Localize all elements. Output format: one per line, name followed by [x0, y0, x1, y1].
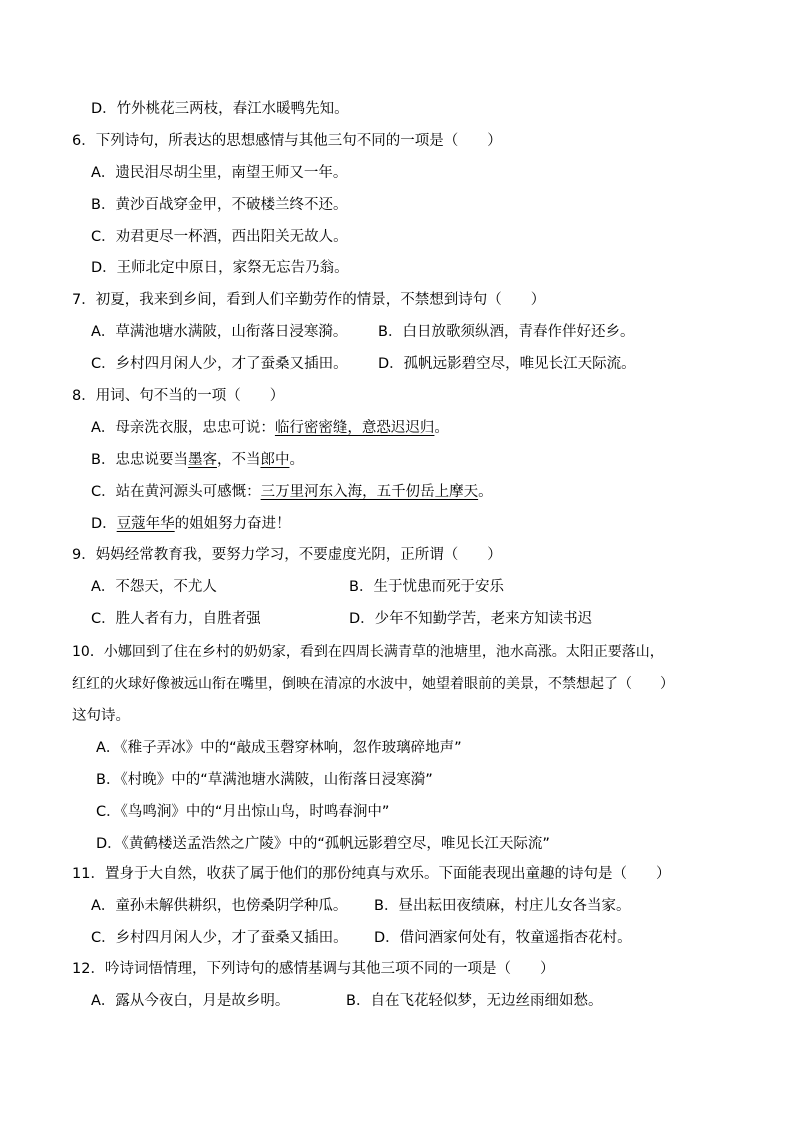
q12-option-b: B．自在飞花轻似梦，无边丝雨细如愁。	[346, 993, 603, 1009]
q11-stem: 11．置身于大自然，收获了属于他们的那份纯真与欢乐。下面能表现出童趣的诗句是（ ）	[72, 866, 671, 882]
q6-option-c: C．劝君更尽一杯酒，西出阳关无故人。	[91, 229, 348, 245]
q9-option-d: D．少年不知勤学苦，老来方知读书迟	[349, 611, 593, 627]
q9-option-b: B．生于忧患而死于安乐	[349, 579, 504, 595]
q7-option-a: A．草满池塘水满陂，山衔落日浸寒漪。	[91, 324, 348, 340]
q8-option-b-underlined-1: 墨客	[187, 452, 217, 468]
q11-option-b: B．昼出耘田夜绩麻，村庄儿女各当家。	[374, 898, 631, 914]
q8-stem: 8．用词、句不当的一项（ ）	[72, 388, 285, 404]
q7-option-d: D．孤帆远影碧空尽，唯见长江天际流。	[378, 356, 636, 372]
q7-stem: 7．初夏，我来到乡间，看到人们辛勤劳作的情景，不禁想到诗句（ ）	[72, 292, 546, 308]
q8-option-b	[91, 450, 304, 470]
q8-option-b-end: 。	[289, 452, 304, 468]
q9-stem: 9．妈妈经常教育我，要努力学习，不要虚度光阴，正所谓（ ）	[72, 547, 502, 563]
q8-option-c	[91, 482, 493, 502]
q5-option-d: D．竹外桃花三两枝，春江水暖鸭先知。	[91, 101, 349, 117]
q8-option-a-end: 。	[434, 420, 449, 436]
q8-option-a	[91, 418, 449, 438]
q8-option-d-underlined: 豆蔻年华	[116, 516, 175, 532]
q8-option-a-underlined: 临行密密缝，意恐迟迟归	[274, 420, 435, 436]
q8-option-c-underlined: 三万里河东入海，五千仞岳上摩天	[260, 484, 479, 500]
q10-stem-line-1: 10．小娜回到了住在乡村的奶奶家，看到在四周长满青草的池塘里，池水高涨。太阳正要落山，	[72, 644, 664, 660]
q8-option-d	[91, 514, 291, 534]
q8-option-b-mid: ，不当	[216, 452, 261, 468]
q8-option-a-text: A．母亲洗衣服，忠忠可说：	[91, 420, 275, 436]
q10-option-c: C．《鸟鸣涧》中的“月出惊山鸟，时鸣春涧中”	[96, 804, 390, 820]
q7-option-c: C．乡村四月闲人少，才了蚕桑又插田。	[91, 356, 348, 372]
q8-option-c-text: C．站在黄河源头可感慨：	[91, 484, 261, 500]
q12-option-a: A．露从今夜白，月是故乡明。	[91, 993, 290, 1009]
q11-option-c: C．乡村四月闲人少，才了蚕桑又插田。	[91, 930, 348, 946]
q10-option-b: B．《村晚》中的“草满池塘水满陂，山衔落日浸寒漪”	[96, 772, 433, 788]
q7-option-b: B．白日放歌须纵酒，青春作伴好还乡。	[378, 324, 635, 340]
q10-stem-line-3: 这句诗。	[72, 708, 130, 724]
q10-stem-line-2: 红红的火球好像被远山衔在嘴里，倒映在清凉的水波中，她望着眼前的美景，不禁想起了（ ）	[72, 676, 674, 692]
q11-option-d: D．借问酒家何处有，牧童遥指杏花村。	[374, 930, 632, 946]
q12-stem: 12．吟诗词悟情理，下列诗句的感情基调与其他三项不同的一项是（ ）	[72, 961, 555, 977]
q8-option-c-end: 。	[478, 484, 493, 500]
q9-option-a: A．不怨天，不尤人	[91, 579, 217, 595]
q10-option-a: A．《稚子弄冰》中的“敲成玉磬穿林响，忽作玻璃碎地声”	[96, 740, 462, 756]
q8-option-b-underlined-2: 郎中	[260, 452, 290, 468]
q8-option-b-text: B．忠忠说要当	[91, 452, 188, 468]
q6-option-a: A．遗民泪尽胡尘里，南望王师又一年。	[91, 165, 348, 181]
q8-option-d-text: 的姐姐努力奋进！	[174, 516, 291, 532]
q6-stem: 6．下列诗句，所表达的思想感情与其他三句不同的一项是（ ）	[72, 133, 502, 149]
q10-option-d: D．《黄鹤楼送孟浩然之广陵》中的“孤帆远影碧空尽，唯见长江天际流”	[96, 836, 550, 852]
q11-option-a: A．童孙未解供耕织，也傍桑阴学种瓜。	[91, 898, 348, 914]
q6-option-b: B．黄沙百战穿金甲，不破楼兰终不还。	[91, 197, 348, 213]
q6-option-d: D．王师北定中原日，家祭无忘告乃翁。	[91, 260, 349, 276]
q9-option-c: C．胜人者有力，自胜者强	[91, 611, 261, 627]
q8-option-d-label: D．	[91, 516, 117, 532]
